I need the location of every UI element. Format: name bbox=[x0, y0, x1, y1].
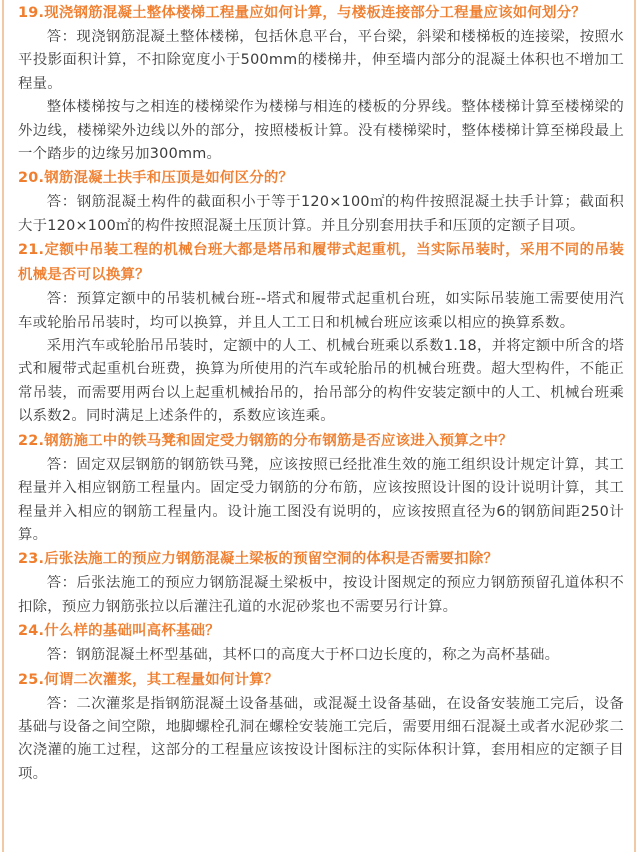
question-25-heading: 25.何谓二次灌浆，其工程量如何计算？ bbox=[18, 671, 279, 688]
answer-20-paragraph-1: 答：钢筋混凝土构件的截面积小于等于120×100㎡的构件按照混凝土扶手计算；截面积大于120×100㎡的构件按照混凝土压顶计算。并且分别套用扶手和压顶的定额子目项。 bbox=[18, 194, 624, 234]
question-24-heading: 24.什么样的基础叫高杯基础？ bbox=[18, 623, 220, 640]
question-19-heading: 19.现浇钢筋混凝土整体楼梯工程量应如何计算，与楼板连接部分工程量应该如何划分？ bbox=[18, 5, 586, 21]
answer-19-paragraph-1: 答：现浇钢筋混凝土整体楼梯，包括休息平台，平台梁，斜梁和楼梯板的连接梁，按照水平投影面积计算，不扣除宽度小于500mm的楼梯井，伸至墙内部分的混凝土体积也不增加工程量。 bbox=[18, 29, 624, 92]
answer-25-paragraph-1: 答：二次灌浆是指钢筋混凝土设备基础，或混凝土设备基础，在设备安装施工完后，设备基础与设备之间空隙，地脚螺栓孔洞在螺栓安装施工完后，需要用细石混凝土或者水泥砂浆二次浇灌的施工过程，这部分的工程量应该按设计图标注的实际体积计算，套用相应的定额子目项。 bbox=[18, 695, 624, 782]
article-body bbox=[2, 0, 636, 852]
question-20-heading: 20.钢筋混凝土扶手和压顶是如何区分的？ bbox=[18, 170, 294, 187]
answer-23-paragraph-1: 答：后张法施工的预应力钢筋混凝土梁板中，按设计图规定的预应力钢筋预留孔道体积不扣除，预应力钢筋张拉以后灌注孔道的水泥砂浆也不需要另行计算。 bbox=[18, 575, 624, 615]
question-21-heading: 21.定额中吊装工程的机械台班大都是塔吊和履带式起重机，当实际吊装时，采用不同的吊装机械是否可以换算？ bbox=[18, 242, 624, 284]
answer-19-paragraph-2: 整体楼梯按与之相连的楼梯梁作为楼梯与相连的楼板的分界线。整体楼梯计算至楼梯梁的外边线，楼梯梁外边线以外的部分，按照楼板计算。没有楼梯梁时，整体楼梯计算至梯段最上一个踏步的边缘另加300mm。 bbox=[18, 99, 624, 163]
answer-21-paragraph-1: 答：预算定额中的吊装机械台班--塔式和履带式起重机台班，如实际吊装施工需要使用汽车或轮胎吊吊装时，均可以换算，并且人工工日和机械台班应该乘以相应的换算系数。 bbox=[18, 291, 624, 331]
answer-21-paragraph-2: 采用汽车或轮胎吊吊装时，定额中的人工、机械台班乘以系数1.18，并将定额中所含的塔式和履带式起重机台班费，换算为所使用的汽车或轮胎吊的机械台班费。超大型构件，不能正常吊装，而需要用两台以上起重机械抬吊的，抬吊部分的构件安装定额中的人工、机械台班乘以系数2。同时满足上述条件的，系数应该连乘。 bbox=[18, 338, 624, 425]
question-23-heading: 23.后张法施工的预应力钢筋混凝土梁板的预留空洞的体积是否需要扣除？ bbox=[18, 551, 499, 568]
question-22-heading: 22.钢筋施工中的铁马凳和固定受力钢筋的分布钢筋是否应该进入预算之中？ bbox=[18, 432, 513, 449]
answer-24-paragraph-1: 答：钢筋混凝土杯型基础，其杯口的高度大于杯口边长度的，称之为高杯基础。 bbox=[46, 647, 560, 664]
answer-22-paragraph-1: 答：固定双层钢筋的钢筋铁马凳，应该按照已经批准生效的施工组织设计规定计算，其工程量并入相应钢筋工程量内。固定受力钢筋的分布筋，应该按照设计图的设计说明计算，其工程量并入相应的钢筋工程量内。设计施工图没有说明的，应该按照直径为6的钢筋间距250计算。 bbox=[18, 456, 624, 543]
